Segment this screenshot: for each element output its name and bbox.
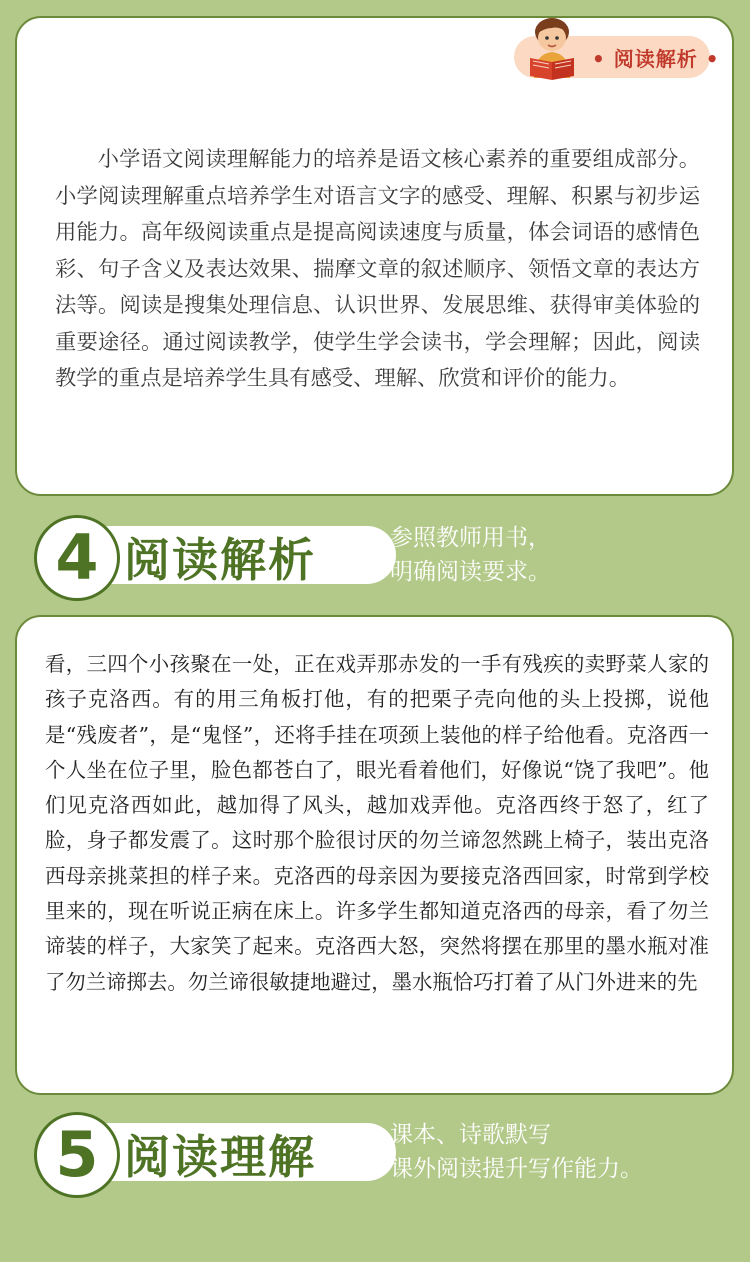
section-title: 阅读理解 [124, 1130, 316, 1184]
section-description-line: 明确阅读要求。 [390, 559, 551, 585]
reading-analysis-tag [514, 36, 720, 78]
section-title: 阅读解析 [124, 533, 316, 587]
section-description [390, 1118, 643, 1186]
section-4-header [34, 515, 734, 595]
reading-child-icon [522, 16, 584, 82]
section-number-badge: 4 [34, 515, 120, 601]
intro-card [15, 16, 734, 496]
tag-label: • 阅读解析 • [592, 47, 720, 71]
intro-paragraph: 小学语文阅读理解能力的培养是语文核心素养的重要组成部分。小学阅读理解重点培养学生对语言文字的感受、理解、积累与初步运用能力。高年级阅读重点是提高阅读速度与质量，体会词语的感情色彩、句子含义及表达效果、揣摩文章的叙述顺序、领悟文章的表达方法等。阅读是搜集处理信息、认识世界、发展思维、获得审美体验的重要途径。通过阅读教学，使学生学会读书，学会理解；因此，阅读教学的重点是培养学生具有感受、理解、欣赏和评价的能力。 [55, 147, 700, 391]
excerpt-paragraph: 看，三四个小孩聚在一处，正在戏弄那赤发的一手有残疾的卖野菜人家的孩子克洛西。有的用三角板打他，有的把栗子壳向他的头上投掷，说他是“残废者”，是“鬼怪”，还将手挂在项颈上装他的样子给他看。克洛西一个人坐在位子里，脸色都苍白了，眼光看着他们，好像说“饶了我吧”。他们见克洛西如此，越加得了风头，越加戏弄他。克洛西终于怒了，红了脸，身子都发震了。这时那个脸很讨厌的勿兰谛忽然跳上椅子，装出克洛西母亲挑菜担的样子来。克洛西的母亲因为要接克洛西回家，时常到学校里来的，现在听说正病在床上。许多学生都知道克洛西的母亲，看了勿兰谛装的样子，大家笑了起来。克洛西大怒，突然将摆在那里的墨水瓶对准了勿兰谛掷去。勿兰谛很敏捷地避过，墨水瓶恰巧打着了从门外进来的先 [45, 652, 709, 994]
section-description-line: 课外阅读提升写作能力。 [390, 1156, 643, 1182]
excerpt-card [15, 615, 734, 1095]
section-description [390, 521, 551, 589]
section-description-line: 课本、诗歌默写 [390, 1122, 551, 1148]
section-5-header [34, 1112, 734, 1192]
section-number-badge: 5 [34, 1112, 120, 1198]
section-description-line: 参照教师用书， [390, 525, 551, 551]
